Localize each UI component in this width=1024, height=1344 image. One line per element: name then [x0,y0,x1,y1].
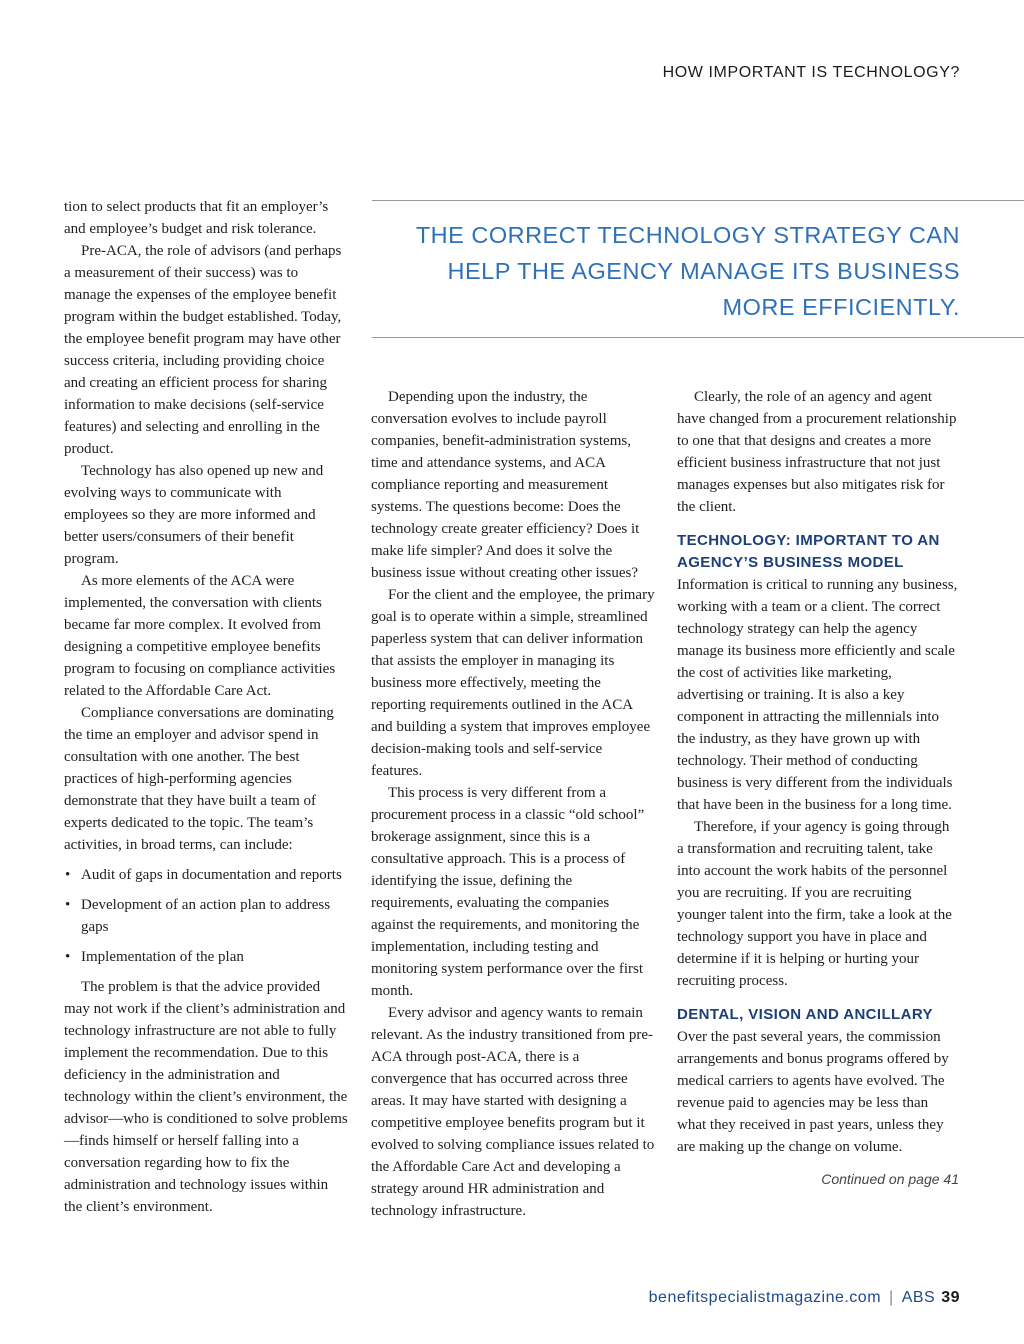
bullet-item: • Audit of gaps in documentation and reports [64,864,348,886]
paragraph: Depending upon the industry, the conversation evolves to include payroll companies, benefit-administration systems, time and attendance systems, and ACA compliance reporting and measurement systems. The questions become: Does the technology create greater efficiency? Does it make life simpler? And does it solve the business issue without creating other issues? [371,389,640,581]
paragraph: Therefore, if your agency is going through a transformation and recruiting talent, take into account the work habits of the personnel you are recruiting. If you are recruiting younger talent into the firm, take a look at the technology support you have in place and determine if it is helping or hurting your recruiting process. [677,819,952,989]
article-column-2 [371,386,655,1222]
continued-note: Continued on page 41 [821,1171,959,1187]
bullet-list [64,864,348,968]
paragraph: As more elements of the ACA were implemented, the conversation with clients became far more complex. It evolved from designing a competitive employee benefits program to focusing on compliance activities related to the Affordable Care Act. [64,573,336,699]
bullet-item: • Development of an action plan to address gaps [64,894,348,938]
footer-publication: ABS [901,1289,936,1306]
paragraph: For the client and the employee, the primary goal is to operate within a simple, streamlined paperless system that can deliver information that assists the employer in managing its business more effectively, meeting the reporting requirements outlined in the ACA and building a system that improves employee decision-making tools and self-service features. [371,587,655,779]
paragraph: Technology has also opened up new and evolving ways to communicate with employees so they are more informed and better users/consumers of their benefit program. [64,463,324,567]
paragraph: The problem is that the advice provided may not work if the client’s administration and technology infrastructure are not able to fully implement the recommendation. Due to this deficiency in the administration and technology within the client’s environment, the advisor—who is conditioned to solve problems—finds himself or herself falling into a conversation regarding how to fix the administration and technology issues within the client’s environment. [64,979,348,1215]
footer-separator: | [889,1289,894,1306]
article-column-3 [677,386,959,1190]
paragraph: This process is very different from a procurement process in a classic “old school” brokerage assignment, since this is a consultative approach. This is a process of identifying the issue, defining the requirements, evaluating the companies against the requirements, and monitoring the implementation, including testing and monitoring system performance over the first month. [371,785,645,999]
paragraph: Compliance conversations are dominating the time an employer and advisor spend in consultation with one another. The best practices of high-performing agencies demonstrate that they have built a team of experts dedicated to the topic. The team’s activities, in broad terms, can include: [64,705,334,853]
bullet-item: • Implementation of the plan [64,946,348,968]
article-column-1 [64,196,348,1218]
paragraph: Every advisor and agency wants to remain relevant. As the industry transitioned from pre-ACA through post-ACA, there is a convergence that has occurred across three areas. It may have started with designing a competitive employee benefits program but it evolved to solving compliance issues related to the Affordable Care Act and developing a strategy around HR administration and technology infrastructure. [371,1005,655,1219]
paragraph: tion to select products that fit an employer’s and employee’s budget and risk tolerance. [64,199,329,237]
paragraph: Over the past several years, the commission arrangements and bonus programs offered by medical carriers to agents have evolved. The revenue paid to agencies may be less than what they received in past years, unless they are making up the change on volume. [677,1029,949,1155]
section-heading: DENTAL, VISION AND ANCILLARY [677,1006,933,1023]
paragraph: Pre-ACA, the role of advisors (and perhaps a measurement of their success) was to manage the expenses of the employee benefit program within the budget established. Today, the employee benefit program may have other success criteria, including providing choice and creating an efficient process for sharing information to make decisions (self-service features) and selecting and enrolling in the product. [64,243,342,457]
pull-quote [372,200,1024,338]
running-head: HOW IMPORTANT IS TECHNOLOGY? [662,64,960,81]
paragraph: Clearly, the role of an agency and agent have changed from a procurement relationship to one that that designs and creates a more efficient business infrastructure that not just manages expenses but also mitigates risk for the client. [677,389,957,515]
pull-quote-text: THE CORRECT TECHNOLOGY STRATEGY CAN HELP THE AGENCY MANAGE ITS BUSINESS MORE EFFICIENTLY. [415,222,960,320]
paragraph: Information is critical to running any business, working with a team or a client. The correct technology strategy can help the agency manage its business more efficiently and scale the cost of activities like marketing, advertising or training. It is also a key component in attracting the millennials into the industry, as they have grown up with technology. Their method of conducting business is very different from the individuals that have been in the business for a long time. [677,577,958,813]
page-number: 39 [941,1289,960,1306]
section-heading: TECHNOLOGY: IMPORTANT TO AN AGENCY’S BUSINESS MODEL [677,532,940,571]
footer-website: benefitspecialistmagazine.com [648,1289,882,1306]
page-footer [649,1289,960,1307]
